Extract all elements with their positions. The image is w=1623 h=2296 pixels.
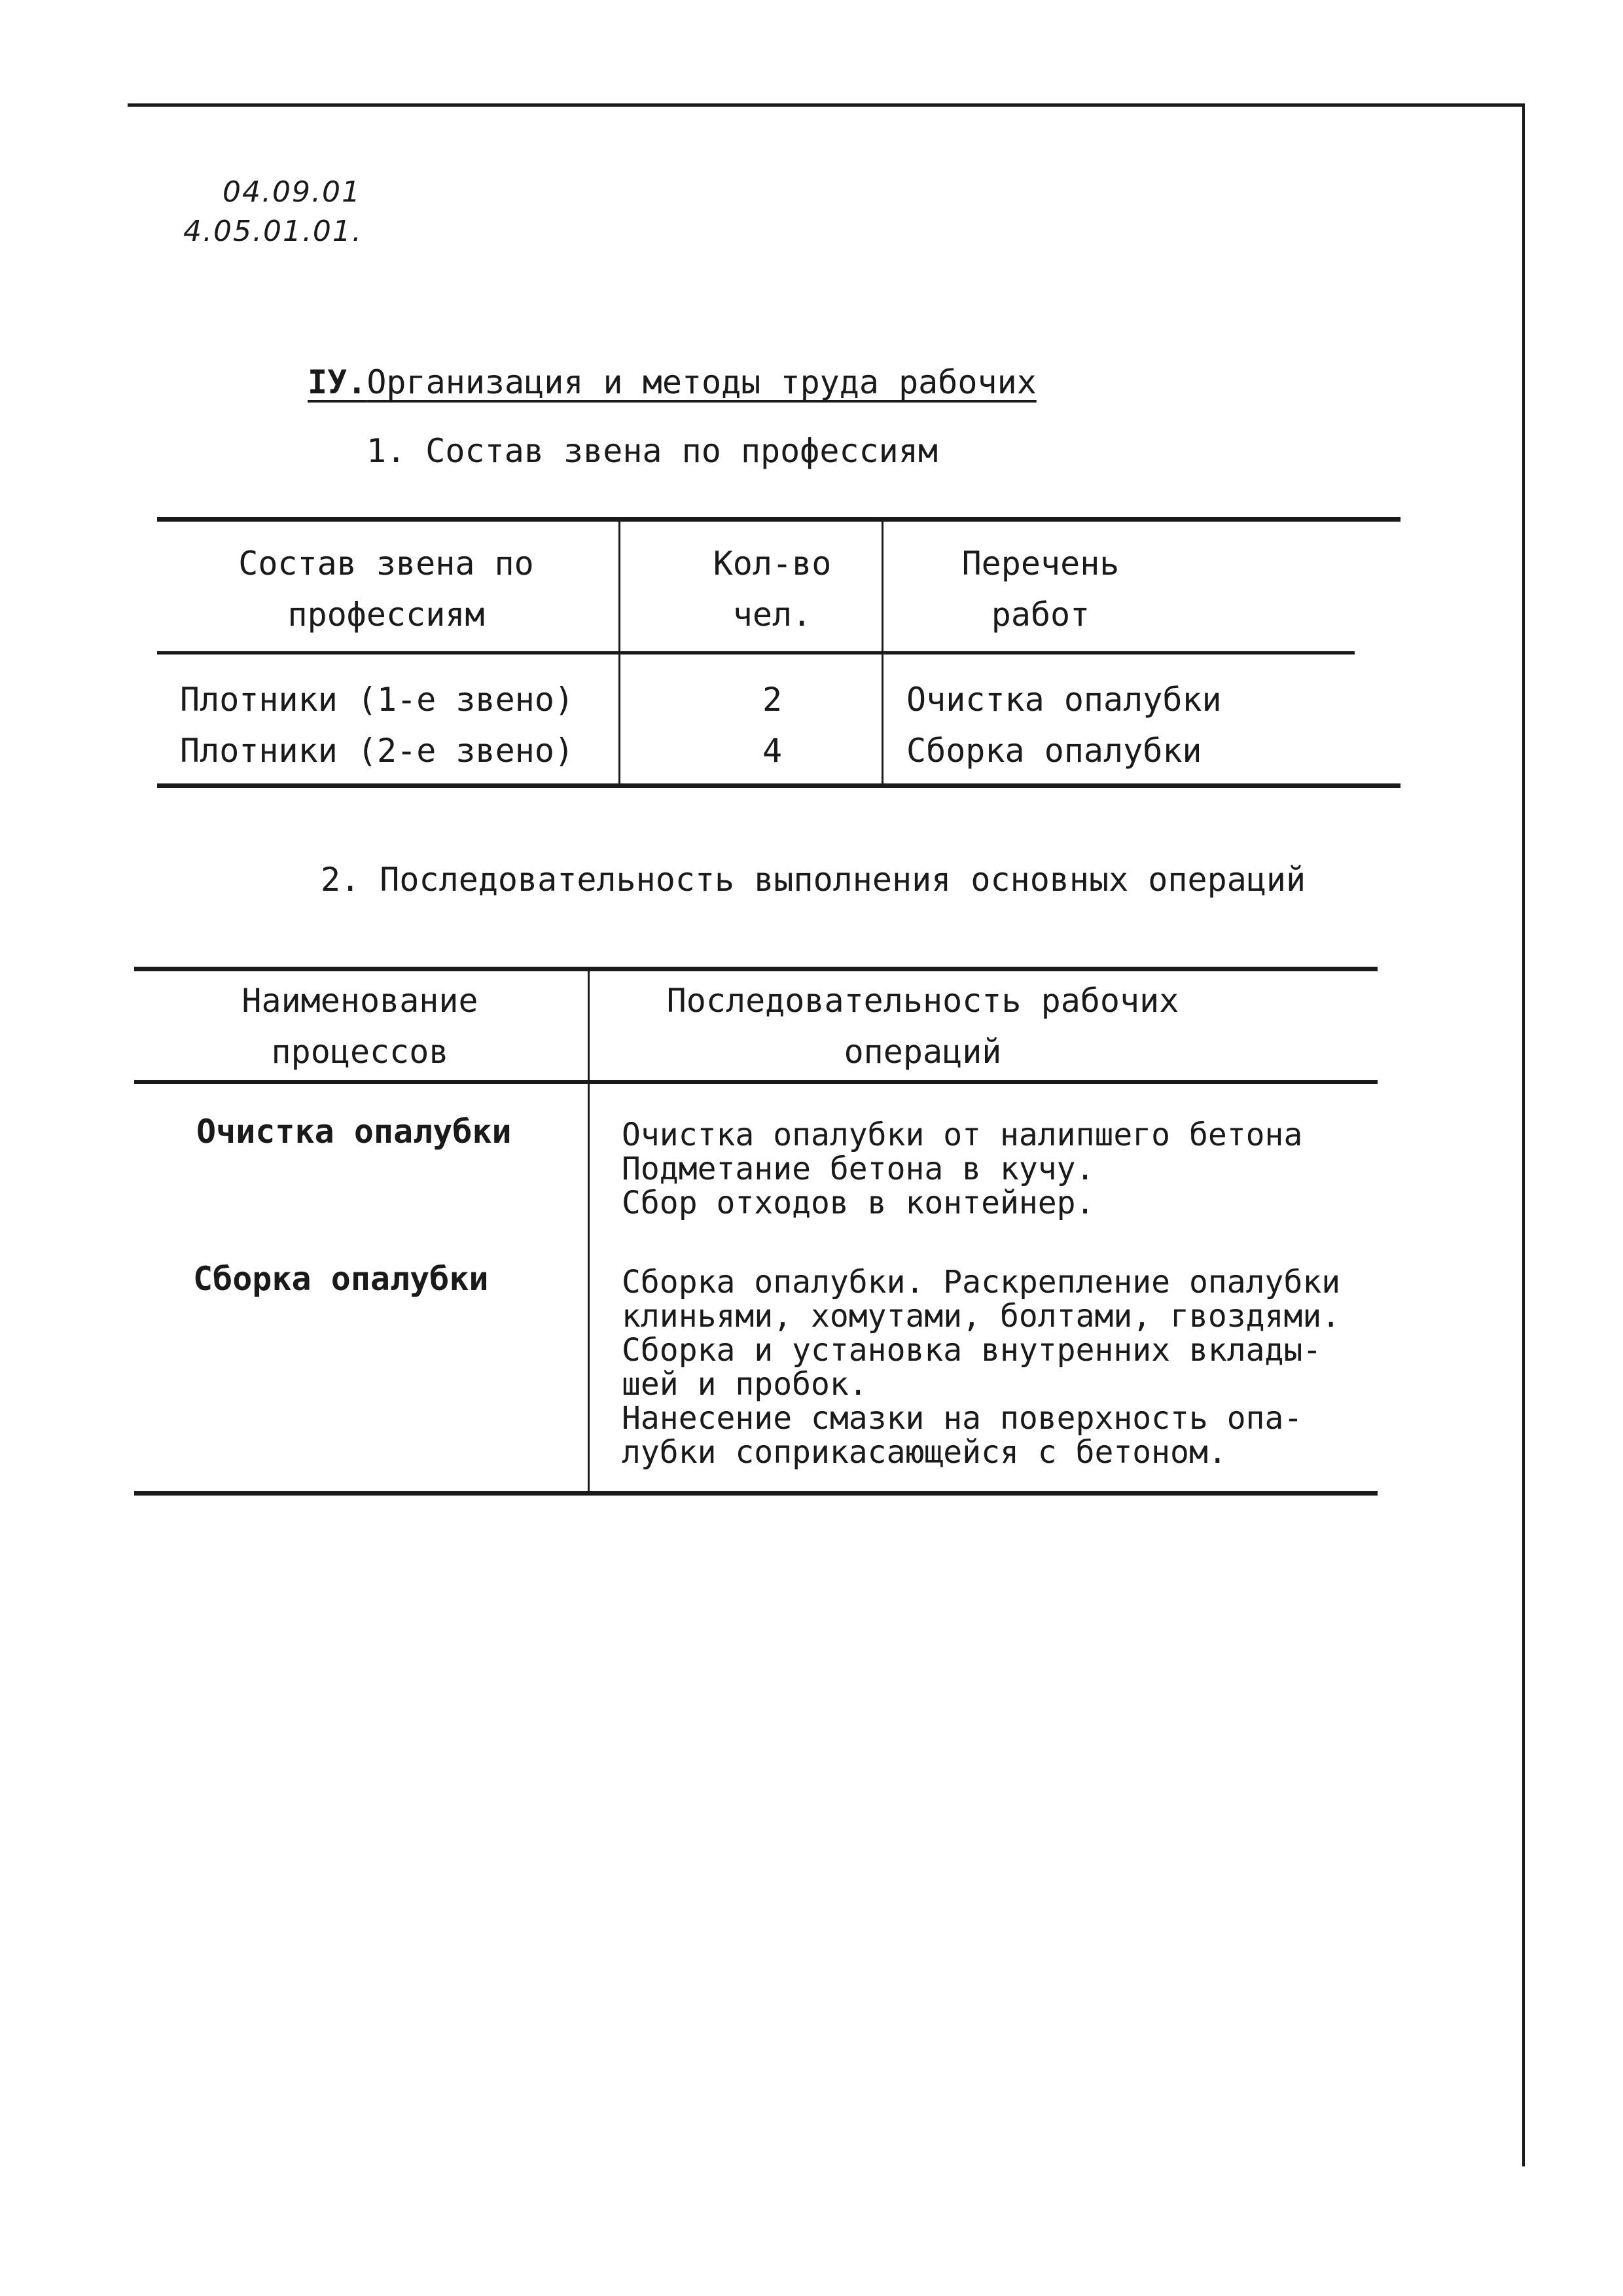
table1-bottom-rule (157, 783, 1400, 788)
table2-header-operations: Последовательность рабочих операций (666, 982, 1179, 1071)
table1-row2-profession: Плотники (2-е звено) (180, 732, 575, 770)
table1-header-work: Перечень работ (961, 545, 1120, 634)
doc-code-2: 4.05.01.01. (183, 215, 363, 248)
table2-header-process: Наименование процессов (241, 982, 478, 1071)
section-number: IУ. (308, 363, 367, 401)
table2-row2-process: Сборка опалубки (193, 1260, 489, 1298)
table2-row1-process: Очистка опалубки (196, 1113, 512, 1151)
page-right-rule (1522, 105, 1525, 2166)
table1-row2-count: 4 (762, 732, 783, 770)
table1-row2-work: Сборка опалубки (906, 732, 1202, 770)
table2-caption: 2. Последовательность выполнения основных операций (321, 861, 1306, 899)
doc-code-1: 04.09.01 (223, 175, 361, 209)
table2-header-rule (134, 1080, 1378, 1084)
page-top-rule (128, 103, 1525, 107)
table1-row1-work: Очистка опалубки (906, 681, 1222, 719)
table1-row1-profession: Плотники (1-е звено) (180, 681, 575, 719)
table2-col-divider (588, 970, 590, 1494)
table1-header-count: Кол-во чел. (713, 545, 832, 634)
table1-top-rule (157, 517, 1400, 522)
table1-col-divider-2 (882, 520, 883, 785)
table1-col-divider-1 (618, 520, 620, 785)
table1-header-profession: Состав звена по профессиям (238, 545, 534, 634)
table2-row1-operations: Очистка опалубки от налипшего бетона Подметание бетона в кучу. Сбор отходов в контейнер. (622, 1117, 1303, 1221)
section-title: Организация и методы труда рабочих (366, 363, 1037, 401)
table1-row1-count: 2 (762, 681, 783, 719)
table1-caption: 1. Состав звена по профессиям (366, 432, 938, 470)
section-heading (308, 363, 1037, 401)
table1-header-rule (157, 651, 1355, 655)
table2-top-rule (134, 967, 1378, 971)
table2-bottom-rule (134, 1491, 1378, 1496)
table2-row2-operations: Сборка опалубки. Раскрепление опалубки клиньями, хомутами, болтами, гвоздями. Сборка и установка внутренних вклады- шей и пробок. Нанесение смазки на поверхность опа- лубки соприкасающейся с бетоном. (622, 1264, 1341, 1471)
